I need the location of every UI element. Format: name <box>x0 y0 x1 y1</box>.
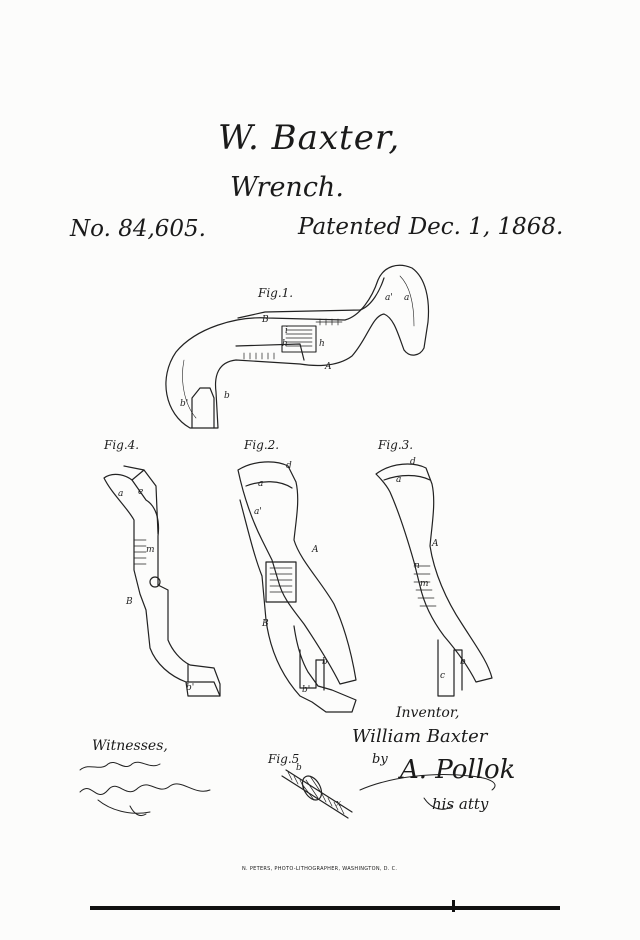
svg-text:e: e <box>138 487 144 497</box>
svg-text:a': a' <box>385 293 393 303</box>
patent-number: No. 84,605. <box>70 216 206 242</box>
svg-text:a': a' <box>254 507 262 517</box>
attorney-signature: A. Pollok <box>400 755 516 785</box>
fig3-wrench-drawing <box>376 464 492 696</box>
svg-text:B: B <box>126 597 133 607</box>
fig4-wrench-drawing <box>104 466 220 696</box>
fig1-label: Fig.1. <box>258 286 294 300</box>
svg-text:d: d <box>286 461 292 471</box>
inventor-signature: William Baxter <box>352 726 488 747</box>
svg-text:a: a <box>258 479 264 489</box>
printer-footer: N. PETERS, PHOTO-LITHOGRAPHER, WASHINGTON, D. C. <box>242 866 398 872</box>
svg-text:x: x <box>336 799 342 809</box>
inventor-label: Inventor, <box>396 705 460 721</box>
fig5-screw-drawing <box>282 770 352 818</box>
fig2-label: Fig.2. <box>244 438 280 452</box>
svg-text:n: n <box>414 561 420 571</box>
svg-text:A: A <box>432 539 439 549</box>
svg-text:a: a <box>118 489 124 499</box>
fig4-label: Fig.4. <box>104 438 140 452</box>
svg-text:b': b' <box>186 683 195 693</box>
svg-text:a: a <box>404 293 410 303</box>
svg-text:b': b' <box>180 399 189 409</box>
svg-text:i: i <box>285 326 288 336</box>
svg-text:m: m <box>420 579 429 589</box>
fig3-label: Fig.3. <box>378 438 414 452</box>
svg-text:B: B <box>262 619 269 629</box>
bottom-border-rule <box>90 906 560 910</box>
fig5-label: Fig.5 <box>268 752 300 766</box>
svg-text:b': b' <box>302 685 311 695</box>
by-label: by <box>372 752 388 767</box>
svg-text:b: b <box>224 391 230 401</box>
svg-text:d: d <box>410 457 416 467</box>
svg-text:A: A <box>312 545 319 555</box>
svg-text:h: h <box>282 339 288 349</box>
invention-title: Wrench. <box>230 172 344 203</box>
patent-date: Patented Dec. 1, 1868. <box>298 214 564 240</box>
fig1-wrench-drawing <box>166 265 429 428</box>
witness-signatures <box>80 762 210 815</box>
bottom-border-tick <box>452 900 455 912</box>
svg-text:b: b <box>460 657 466 667</box>
svg-text:b: b <box>322 657 328 667</box>
witnesses-label: Witnesses, <box>92 738 168 754</box>
svg-text:h: h <box>319 339 325 349</box>
svg-text:B: B <box>262 315 269 325</box>
svg-text:m: m <box>146 545 155 555</box>
svg-text:c: c <box>440 671 446 681</box>
inventor-name-heading: W. Baxter, <box>218 118 401 158</box>
attorney-label: his atty <box>432 795 489 813</box>
svg-text:b: b <box>296 763 302 773</box>
svg-text:a: a <box>396 475 402 485</box>
svg-text:A: A <box>325 362 332 372</box>
fig2-wrench-drawing <box>238 462 356 712</box>
